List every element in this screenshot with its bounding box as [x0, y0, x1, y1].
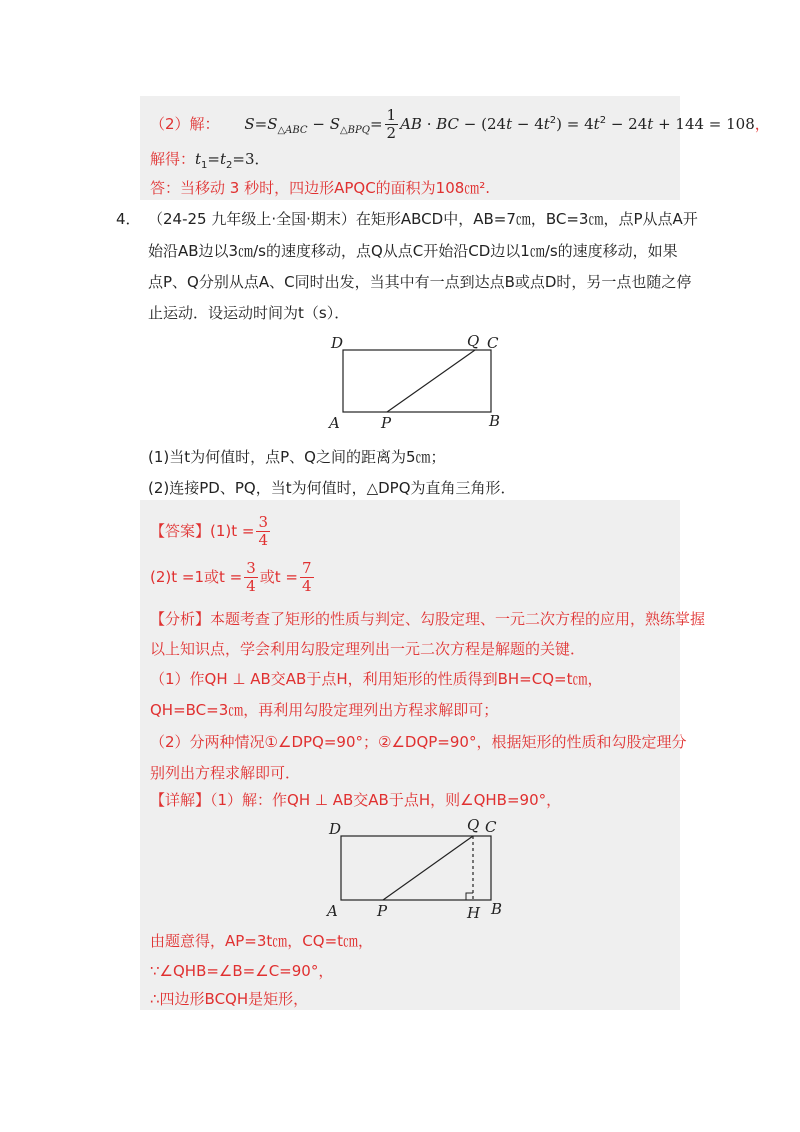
label-h-2: H	[467, 904, 481, 922]
detail-line-4: ∴四边形BCQH是矩形，	[150, 990, 309, 1008]
label-q: Q	[467, 332, 480, 350]
label-q-2: Q	[467, 816, 480, 834]
solution-answer-line: 答：当移动 3 秒时，四边形APQC的面积为108㎝².	[150, 179, 491, 197]
label-p: P	[381, 414, 392, 430]
answer-2: (2)t =1或t = $\frac{3}{4}$ 或t = $\frac{7}{4}$	[150, 559, 312, 595]
label-b: B	[489, 412, 501, 430]
analysis-line-3: （1）作QH ⊥ AB交AB于点H，利用矩形的性质得到BH=CQ=t㎝，	[150, 670, 603, 688]
problem-line-3: 点P、Q分别从点A、C同时出发，当其中有一点到达点B或点D时，另一点也随之停	[148, 273, 692, 291]
detail-line-3: ∵∠QHB=∠B=∠C=90°，	[150, 962, 334, 980]
problem-line-2: 始沿AB边以3㎝/s的速度移动，点Q从点C开始沿CD边以1㎝/s的速度移动，如果	[148, 242, 678, 260]
label-a: A	[329, 414, 340, 430]
question-1: (1)当t为何值时，点P、Q之间的距离为5㎝；	[148, 448, 446, 466]
rectangle-figure-1	[325, 330, 525, 430]
label-b-2: B	[491, 900, 503, 918]
solution-line-2: 解得：$t_1=t_2=3$．	[150, 150, 270, 171]
label-c-2: C	[485, 818, 497, 836]
right-angle-mark	[466, 893, 473, 900]
label-a-2: A	[327, 902, 338, 920]
problem-number: 4．	[116, 210, 141, 228]
problem-line-4: 止运动．设运动时间为t（s）．	[148, 304, 350, 322]
rectangle-figure-2	[325, 814, 525, 924]
segment-pq	[387, 350, 475, 412]
segment-pq-2	[383, 836, 473, 900]
label-p-2: P	[377, 902, 388, 920]
analysis-line-4: QH=BC=3㎝，再利用勾股定理列出方程求解即可；	[150, 701, 499, 719]
rect-abcd	[343, 350, 491, 412]
problem-line-1: （24-25 九年级上·全国·期末）在矩形ABCD中，AB=7㎝，BC=3㎝，点P从点A开	[148, 210, 698, 228]
rect-abcd-2	[341, 836, 491, 900]
detail-line-1: 【详解】（1）解：作QH ⊥ AB交AB于点H，则∠QHB=90°，	[150, 791, 562, 809]
analysis-line-6: 别列出方程求解即可．	[150, 764, 301, 782]
label-c: C	[487, 334, 499, 352]
answer-1: 【答案】(1)t = $\frac{3}{4}$	[150, 513, 269, 549]
analysis-line-5: （2）分两种情况①∠DPQ=90°；②∠DQP=90°，根据矩形的性质和勾股定理分	[150, 733, 687, 751]
label-d: D	[331, 334, 344, 352]
detail-line-2: 由题意得，AP=3t㎝，CQ=t㎝，	[150, 932, 374, 950]
label-d-2: D	[329, 820, 342, 838]
analysis-line-2: 以上知识点，学会利用勾股定理列出一元二次方程是解题的关键．	[150, 640, 586, 658]
question-2: (2)连接PD、PQ，当t为何值时，△DPQ为直角三角形．	[148, 479, 516, 497]
solution-line-1: （2）解： $S=S_{\triangle ABC} - S_{\triangle BPQ}=$ $\frac{1}{2}$ AB · BC − $(24t - 4t^2) = 4t^2 - 24t + 144 = 108$，	[150, 106, 770, 142]
analysis-line-1: 【分析】本题考查了矩形的性质与判定、勾股定理、一元二次方程的应用，熟练掌握	[150, 610, 706, 628]
